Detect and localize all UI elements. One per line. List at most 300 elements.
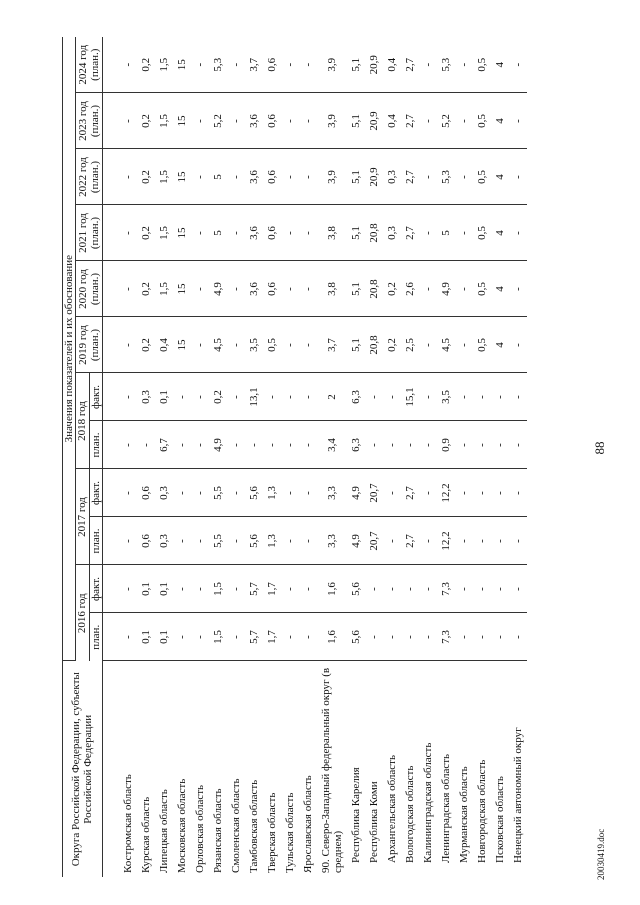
value-cell: - [299, 565, 317, 613]
value-cell: - [455, 421, 473, 469]
value-cell: 15 [173, 37, 191, 93]
value-cell: 3,3 [317, 517, 347, 565]
value-cell: - [509, 469, 527, 517]
value-cell: 0,2 [137, 205, 155, 261]
value-cell: 5,3 [437, 37, 455, 93]
values-title-header: Значения показателей и их обоснование [63, 37, 76, 661]
value-cell: - [509, 565, 527, 613]
value-cell: 4,9 [437, 261, 455, 317]
value-cell: 1,3 [263, 517, 281, 565]
value-cell: 2,7 [401, 37, 419, 93]
plan-subheader: план. [89, 613, 102, 661]
value-cell: - [401, 613, 419, 661]
value-cell: - [299, 205, 317, 261]
table-row [437, 37, 455, 877]
value-cell: 5,1 [347, 149, 365, 205]
value-cell: - [281, 317, 299, 373]
year-2018-header: 2018 год [76, 373, 89, 469]
value-cell: 0,6 [263, 205, 281, 261]
table-row [137, 37, 155, 877]
value-cell: - [299, 469, 317, 517]
value-cell: 3,9 [317, 149, 347, 205]
value-cell: 5,3 [437, 149, 455, 205]
value-cell: 1,7 [263, 565, 281, 613]
year-2019-header: 2019 год (план.) [76, 317, 103, 373]
value-cell: - [227, 149, 245, 205]
value-cell: - [119, 565, 137, 613]
value-cell: 5,6 [347, 565, 365, 613]
value-cell: 5,2 [209, 93, 227, 149]
value-cell: 0,3 [137, 373, 155, 421]
value-cell: - [365, 373, 383, 421]
value-cell: 3,6 [245, 205, 263, 261]
fact-subheader: факт. [89, 373, 102, 421]
region-name-cell: 90. Северо-Западный федеральный округ (в среднем) [319, 667, 344, 873]
value-cell: 1,6 [317, 565, 347, 613]
indicators-table [62, 37, 527, 877]
value-cell: - [281, 93, 299, 149]
value-cell: - [281, 205, 299, 261]
value-cell: - [227, 205, 245, 261]
value-cell: - [191, 317, 209, 373]
region-name-cell: Курская область [139, 796, 152, 873]
table-row [209, 37, 227, 877]
table-row [173, 37, 191, 877]
value-cell: 1,6 [317, 613, 347, 661]
region-name-cell: Псковская область [493, 776, 506, 863]
value-cell: - [227, 373, 245, 421]
value-cell: 2 [317, 373, 347, 421]
value-cell: - [419, 469, 437, 517]
value-cell: - [509, 261, 527, 317]
table-row [365, 37, 383, 877]
value-cell: 15 [173, 205, 191, 261]
value-cell: - [173, 421, 191, 469]
value-cell: - [173, 373, 191, 421]
value-cell: - [383, 469, 401, 517]
value-cell: 4,9 [347, 517, 365, 565]
value-cell: - [227, 421, 245, 469]
value-cell: 5,1 [347, 93, 365, 149]
value-cell: 4,9 [209, 261, 227, 317]
region-name-cell: Смоленская область [229, 778, 242, 873]
value-cell: 3,7 [245, 37, 263, 93]
value-cell: 3,7 [317, 317, 347, 373]
table-row [473, 37, 491, 877]
value-cell: - [281, 261, 299, 317]
value-cell: - [509, 93, 527, 149]
value-cell: 6,3 [347, 373, 365, 421]
value-cell: 0,6 [263, 93, 281, 149]
year-2024-header: 2024 год (план.) [76, 37, 103, 93]
value-cell: 0,9 [437, 421, 455, 469]
value-cell: - [455, 261, 473, 317]
value-cell: 3,5 [437, 373, 455, 421]
year-2017-header: 2017 год [76, 469, 89, 565]
value-cell: - [119, 149, 137, 205]
value-cell: - [299, 317, 317, 373]
region-name-cell: Костромская область [121, 774, 134, 873]
region-name-cell: Тамбовская область [247, 779, 260, 873]
value-cell: - [281, 37, 299, 93]
value-cell: 6,7 [155, 421, 173, 469]
table-row [347, 37, 365, 877]
value-cell: - [473, 469, 491, 517]
value-cell: - [227, 261, 245, 317]
year-2020-header: 2020 год (план.) [76, 261, 103, 317]
value-cell: 20,8 [365, 317, 383, 373]
value-cell: - [509, 517, 527, 565]
value-cell: - [119, 469, 137, 517]
rotated-table-frame [62, 37, 578, 877]
value-cell: 0,2 [383, 261, 401, 317]
value-cell: 2,7 [401, 149, 419, 205]
value-cell: 3,5 [245, 317, 263, 373]
value-cell: 5,6 [245, 517, 263, 565]
value-cell: 3,6 [245, 93, 263, 149]
value-cell: 2,7 [401, 205, 419, 261]
value-cell: - [419, 37, 437, 93]
value-cell: - [191, 421, 209, 469]
value-cell: 0,2 [137, 149, 155, 205]
fact-subheader: факт. [89, 469, 102, 517]
value-cell: 5 [209, 149, 227, 205]
value-cell: 0,2 [209, 373, 227, 421]
region-name-cell: Тульская область [283, 792, 296, 873]
value-cell: 0,3 [155, 469, 173, 517]
value-cell: 2,7 [401, 93, 419, 149]
value-cell: - [365, 565, 383, 613]
value-cell: 0,6 [137, 469, 155, 517]
value-cell: - [365, 421, 383, 469]
value-cell: 1,5 [155, 93, 173, 149]
value-cell: - [191, 565, 209, 613]
value-cell: 0,5 [473, 317, 491, 373]
value-cell: - [509, 613, 527, 661]
region-name-cell: Ненецкий автономный округ [511, 727, 524, 863]
value-cell: 1,3 [263, 469, 281, 517]
region-name-cell: Республика Коми [367, 781, 380, 863]
value-cell: - [299, 421, 317, 469]
value-cell: - [419, 205, 437, 261]
table-row [155, 37, 173, 877]
value-cell: - [173, 613, 191, 661]
table-row [317, 37, 347, 877]
value-cell: 5,2 [437, 93, 455, 149]
value-cell: - [299, 149, 317, 205]
value-cell: - [455, 469, 473, 517]
value-cell: 0,6 [263, 149, 281, 205]
value-cell: 0,2 [137, 317, 155, 373]
value-cell: - [491, 565, 509, 613]
value-cell: - [119, 317, 137, 373]
value-cell: - [419, 421, 437, 469]
value-cell: - [299, 261, 317, 317]
value-cell: - [383, 421, 401, 469]
value-cell: - [281, 613, 299, 661]
value-cell: 0,1 [137, 565, 155, 613]
value-cell: 7,3 [437, 565, 455, 613]
table-row [299, 37, 317, 877]
value-cell: - [491, 421, 509, 469]
value-cell: 4,9 [209, 421, 227, 469]
value-cell: 0,3 [383, 149, 401, 205]
table-row [281, 37, 299, 877]
value-cell: 0,2 [137, 93, 155, 149]
value-cell: - [227, 37, 245, 93]
value-cell: - [281, 469, 299, 517]
value-cell: - [281, 517, 299, 565]
value-cell: - [119, 261, 137, 317]
value-cell: - [119, 37, 137, 93]
value-cell: 0,4 [383, 37, 401, 93]
value-cell: 0,1 [155, 373, 173, 421]
value-cell: 0,5 [473, 149, 491, 205]
value-cell: 0,5 [263, 317, 281, 373]
year-2016-header: 2016 год [76, 565, 89, 661]
value-cell: 4 [491, 261, 509, 317]
region-name-cell: Ярославская область [301, 775, 314, 873]
value-cell: - [455, 317, 473, 373]
value-cell: - [419, 93, 437, 149]
value-cell: - [173, 517, 191, 565]
value-cell: 15,1 [401, 373, 419, 421]
value-cell: 5,1 [347, 317, 365, 373]
region-name-cell: Мурманская область [457, 766, 470, 863]
value-cell: - [191, 205, 209, 261]
table-row [455, 37, 473, 877]
region-name-cell: Ленинградская область [439, 753, 452, 863]
value-cell: 3,6 [245, 261, 263, 317]
plan-subheader: план. [89, 421, 102, 469]
value-cell: 3,8 [317, 261, 347, 317]
value-cell: - [455, 37, 473, 93]
value-cell: - [383, 373, 401, 421]
value-cell: - [473, 517, 491, 565]
value-cell: - [191, 261, 209, 317]
value-cell: 2,7 [401, 517, 419, 565]
value-cell: 5,5 [209, 469, 227, 517]
value-cell: - [419, 317, 437, 373]
value-cell: 0,2 [137, 37, 155, 93]
value-cell: - [227, 517, 245, 565]
value-cell: - [419, 613, 437, 661]
value-cell: 0,3 [383, 205, 401, 261]
value-cell: - [227, 317, 245, 373]
value-cell: 0,1 [155, 613, 173, 661]
value-cell: 4 [491, 205, 509, 261]
value-cell: 0,6 [137, 517, 155, 565]
value-cell: 4,5 [437, 317, 455, 373]
value-cell: - [173, 565, 191, 613]
value-cell: 12,2 [437, 469, 455, 517]
value-cell: 5 [209, 205, 227, 261]
value-cell: - [509, 37, 527, 93]
value-cell: - [299, 373, 317, 421]
value-cell: 4 [491, 93, 509, 149]
value-cell: - [191, 517, 209, 565]
value-cell: 1,5 [155, 205, 173, 261]
region-name-cell: Вологодская область [403, 765, 416, 863]
value-cell: 1,5 [155, 149, 173, 205]
value-cell: - [281, 373, 299, 421]
value-cell: - [191, 37, 209, 93]
value-cell: - [419, 149, 437, 205]
value-cell: 20,9 [365, 149, 383, 205]
value-cell: - [455, 149, 473, 205]
value-cell: 5,7 [245, 613, 263, 661]
fact-subheader: факт. [89, 565, 102, 613]
region-name-cell: Рязанская область [211, 788, 224, 873]
value-cell: 5,6 [347, 613, 365, 661]
value-cell: 15 [173, 317, 191, 373]
value-cell: - [119, 93, 137, 149]
value-cell: 5,6 [245, 469, 263, 517]
value-cell: 5,3 [209, 37, 227, 93]
value-cell: 0,5 [473, 37, 491, 93]
value-cell: - [491, 613, 509, 661]
region-name-cell: Московская область [175, 778, 188, 873]
value-cell: - [119, 421, 137, 469]
value-cell: 20,8 [365, 261, 383, 317]
value-cell: 4 [491, 149, 509, 205]
table-row [263, 37, 281, 877]
value-cell: 3,9 [317, 93, 347, 149]
value-cell: 7,3 [437, 613, 455, 661]
value-cell: - [119, 517, 137, 565]
value-cell: - [119, 613, 137, 661]
value-cell: 6,3 [347, 421, 365, 469]
table-body [102, 37, 527, 877]
value-cell: - [191, 373, 209, 421]
table-row [383, 37, 401, 877]
value-cell: 0,6 [263, 261, 281, 317]
spacer-row [102, 37, 119, 877]
value-cell: 3,4 [317, 421, 347, 469]
value-cell: - [455, 613, 473, 661]
value-cell: - [473, 421, 491, 469]
table-row [401, 37, 419, 877]
value-cell: - [191, 149, 209, 205]
value-cell: 0,5 [473, 261, 491, 317]
value-cell: - [227, 565, 245, 613]
value-cell: 20,9 [365, 93, 383, 149]
table-row [509, 37, 527, 877]
value-cell: 0,2 [137, 261, 155, 317]
value-cell: 5,1 [347, 205, 365, 261]
value-cell: - [299, 93, 317, 149]
value-cell: 5,7 [245, 565, 263, 613]
value-cell: - [455, 373, 473, 421]
value-cell: 4 [491, 317, 509, 373]
value-cell: 1,5 [155, 37, 173, 93]
value-cell: 3,3 [317, 469, 347, 517]
region-name-cell: Орловская область [193, 784, 206, 873]
year-2023-header: 2023 год (план.) [76, 93, 103, 149]
value-cell: - [509, 149, 527, 205]
value-cell: - [455, 205, 473, 261]
table-row [119, 37, 137, 877]
value-cell: - [491, 469, 509, 517]
value-cell: - [383, 565, 401, 613]
value-cell: 15 [173, 261, 191, 317]
table-row [191, 37, 209, 877]
region-name-cell: Липецкая область [157, 789, 170, 873]
year-2021-header: 2021 год (план.) [76, 205, 103, 261]
value-cell: 2,7 [401, 469, 419, 517]
value-cell: 20,7 [365, 469, 383, 517]
value-cell: - [191, 93, 209, 149]
value-cell: - [365, 613, 383, 661]
value-cell: - [419, 517, 437, 565]
value-cell: 0,4 [383, 93, 401, 149]
value-cell: 0,2 [383, 317, 401, 373]
value-cell: 1,7 [263, 613, 281, 661]
value-cell: 3,6 [245, 149, 263, 205]
value-cell: - [509, 205, 527, 261]
table-row [245, 37, 263, 877]
region-name-cell: Республика Карелия [349, 767, 362, 863]
value-cell: 20,8 [365, 205, 383, 261]
value-cell: - [455, 517, 473, 565]
year-2022-header: 2022 год (план.) [76, 149, 103, 205]
value-cell: 0,5 [473, 93, 491, 149]
value-cell: - [299, 613, 317, 661]
value-cell: - [245, 421, 263, 469]
value-cell: - [227, 469, 245, 517]
value-cell: - [263, 421, 281, 469]
value-cell: 0,6 [263, 37, 281, 93]
value-cell: 1,5 [209, 613, 227, 661]
value-cell: 0,5 [473, 205, 491, 261]
value-cell: - [473, 565, 491, 613]
footer-doc-name: 20030419.doc [596, 828, 606, 880]
value-cell: 2,6 [401, 261, 419, 317]
value-cell: - [173, 469, 191, 517]
value-cell: 20,9 [365, 37, 383, 93]
value-cell: - [299, 37, 317, 93]
value-cell: - [191, 469, 209, 517]
value-cell: 4,9 [347, 469, 365, 517]
value-cell: - [419, 373, 437, 421]
value-cell: - [419, 565, 437, 613]
value-cell: - [227, 613, 245, 661]
value-cell: - [263, 373, 281, 421]
value-cell: - [473, 373, 491, 421]
value-cell: 15 [173, 149, 191, 205]
value-cell: - [383, 517, 401, 565]
value-cell: 1,5 [209, 565, 227, 613]
value-cell: 1,5 [155, 261, 173, 317]
value-cell: - [455, 565, 473, 613]
value-cell: 2,5 [401, 317, 419, 373]
value-cell: 5,1 [347, 37, 365, 93]
value-cell: 5,1 [347, 261, 365, 317]
value-cell: - [281, 565, 299, 613]
value-cell: - [119, 205, 137, 261]
page-number: 88 [592, 441, 607, 455]
value-cell: 15 [173, 93, 191, 149]
value-cell: - [227, 93, 245, 149]
value-cell: 4,5 [209, 317, 227, 373]
value-cell: 13,1 [245, 373, 263, 421]
value-cell: - [419, 261, 437, 317]
region-name-cell: Новгородская область [475, 759, 488, 863]
value-cell: - [137, 421, 155, 469]
value-cell: 3,8 [317, 205, 347, 261]
value-cell: - [491, 373, 509, 421]
region-column-header: Округа Российской Федерации, субъекты Российской Федерации [63, 661, 103, 877]
